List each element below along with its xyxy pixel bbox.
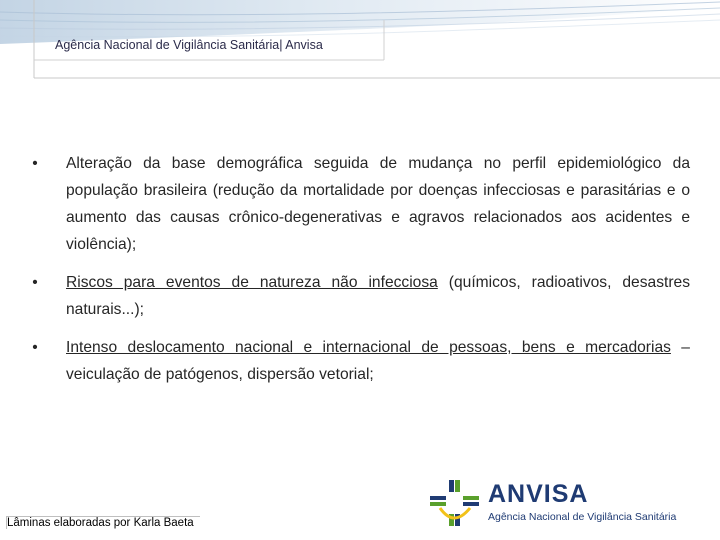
bullet-list [28, 150, 690, 399]
underlined-text-segment: Riscos para eventos de natureza não infecciosa [66, 274, 438, 291]
logo-subtitle: Agência Nacional de Vigilância Sanitária [488, 511, 677, 523]
logo-wordmark: ANVISA [488, 480, 589, 508]
text-segment: – veiculação de patógenos, dispersão vetorial; [66, 339, 690, 383]
bullet-dot-icon: • [32, 155, 38, 172]
underlined-text-segment: Intenso deslocamento nacional e internacional de pessoas, bens e mercadorias [66, 339, 671, 356]
bullet-text [66, 269, 690, 323]
footer-credit: Lâminas elaboradas por Karla Baeta [6, 516, 200, 529]
bullet-dot-icon: • [32, 274, 38, 291]
text-segment: (químicos, radioativos, desastres naturais...); [66, 274, 690, 318]
bullet-text [66, 334, 690, 388]
bullet-item-3 [28, 334, 690, 388]
bullet-item-1 [28, 150, 690, 258]
bullet-item-2 [28, 269, 690, 323]
text-segment: Alteração da base demográfica seguida de mudança no perfil epidemiológico da população brasileira (redução da mortalidade por doenças infecciosas e parasitárias e o aumento das causas crônico-degenerativas e agravos relacionados aos acidentes e violência); [66, 155, 690, 253]
anvisa-cross-emblem-icon [428, 478, 480, 528]
header-title: Agência Nacional de Vigilância Sanitária| Anvisa [55, 38, 323, 52]
bullet-dot-icon: • [32, 339, 38, 356]
anvisa-logo [428, 478, 690, 528]
bullet-text [66, 150, 690, 258]
